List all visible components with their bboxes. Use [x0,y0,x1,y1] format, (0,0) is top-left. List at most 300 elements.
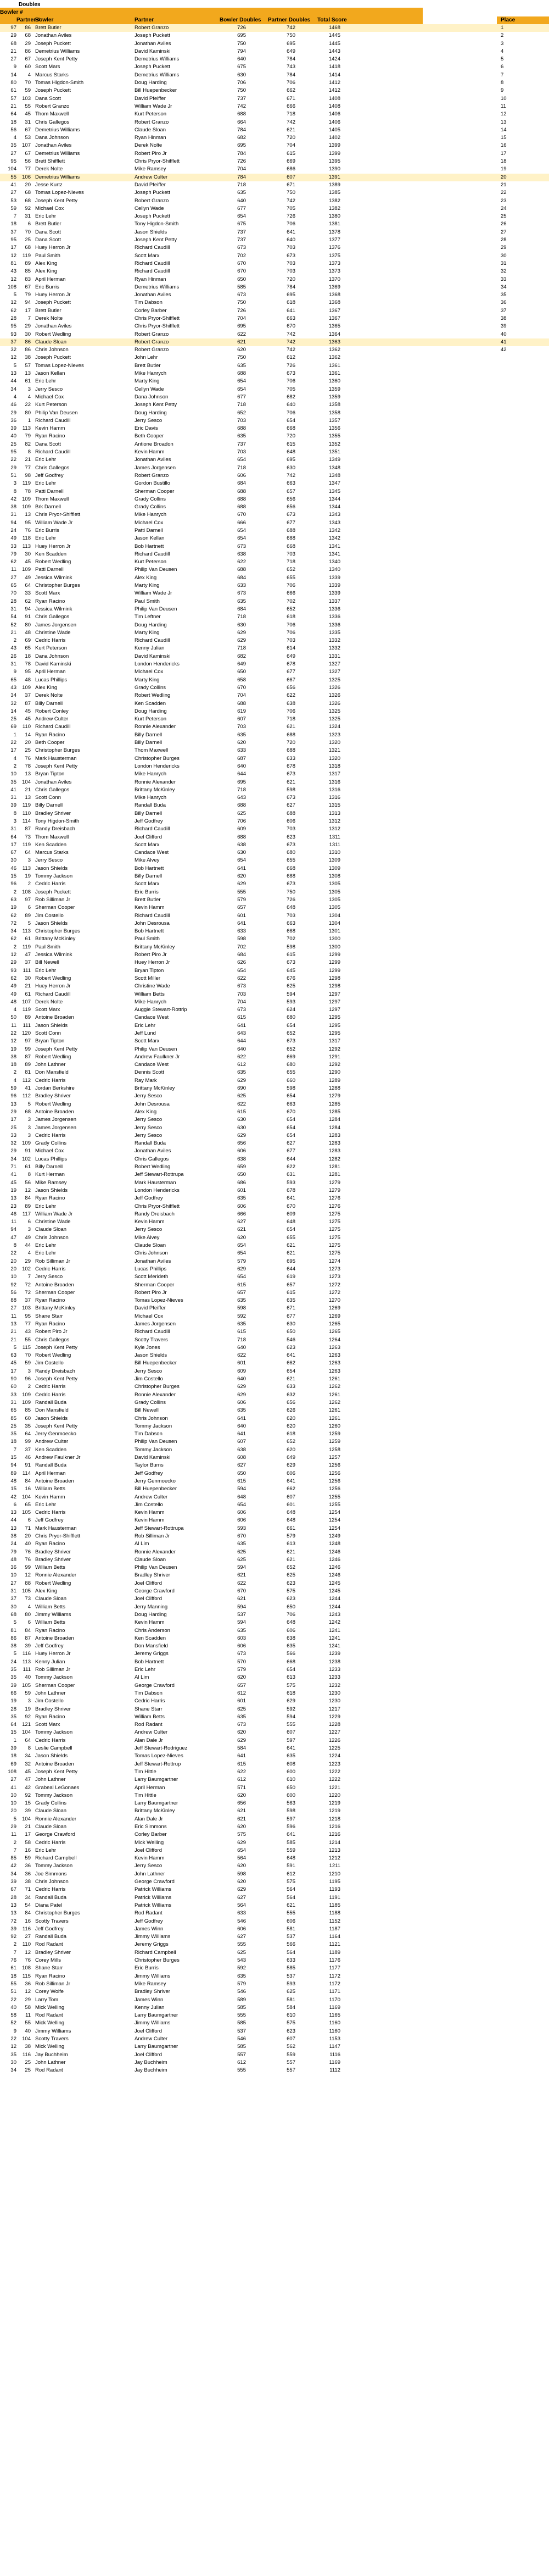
bowler-name-cell: Chris Johnson [35,347,69,353]
bowler-doubles-cell: 575 [237,1831,246,1838]
table-row [0,1509,549,1517]
total-score-cell: 1325 [328,676,340,683]
total-score-cell: 1265 [328,1320,340,1327]
bowler-number-cell: 25 [10,716,16,723]
partner-doubles-cell: 673 [287,841,295,848]
bowler-doubles-cell: 635 [237,433,246,440]
bowler-doubles-cell: 670 [237,512,246,518]
partner-number-cell: 99 [25,1046,31,1052]
bowler-doubles-cell: 640 [237,56,246,63]
total-score-cell: 1210 [328,1870,340,1877]
partner-name-cell: Randall Buda [135,1140,166,1147]
bowler-number-cell: 2 [13,889,16,895]
total-score-cell: 1297 [328,998,340,1005]
place-cell: 42 [501,347,507,353]
partner-doubles-cell: 598 [287,1808,295,1814]
bowler-doubles-cell: 635 [237,362,246,369]
table-row [0,873,549,880]
total-score-cell: 1305 [328,896,340,903]
total-score-cell: 1283 [328,1132,340,1139]
bowler-name-cell: Rob Silliman Jr [35,896,70,903]
bowler-doubles-cell: 635 [237,1407,246,1414]
partner-number-cell: 110 [22,1941,31,1948]
partner-name-cell: Doug Harding [135,409,167,416]
bowler-name-cell: Ryan Racino [35,1713,65,1720]
partner-number-cell: 70 [25,1352,31,1359]
partner-doubles-cell: 564 [287,1894,295,1901]
bowler-number-cell: 31 [10,1399,16,1406]
bowler-doubles-cell: 654 [237,378,246,385]
partner-number-cell: 116 [22,1925,31,1932]
partner-name-cell: Tim Leftner [135,614,161,620]
partner-doubles-cell: 566 [287,1941,295,1948]
table-row [0,346,549,354]
total-score-cell: 1402 [328,135,340,141]
partner-number-cell: 30 [25,331,31,337]
partner-name-cell: Jeff Stewart-Rottrup [135,1761,181,1767]
partner-name-cell: Candace West [135,1014,169,1021]
bowler-doubles-cell: 704 [237,315,246,321]
partner-number-cell: 83 [25,276,31,282]
bowler-number-cell: 27 [10,1776,16,1783]
table-row [0,1533,549,1540]
partner-name-cell: Jonathan Aviles [135,1148,171,1154]
bowler-number-cell: 21 [10,1336,16,1343]
partner-number-cell: 27 [25,1934,31,1940]
partner-name-cell: Robert Piro Jr [135,952,167,958]
partner-doubles-cell: 585 [287,1839,295,1846]
partner-number-cell: 108 [22,1965,31,1972]
total-score-cell: 1332 [328,645,340,652]
total-score-cell: 1412 [328,80,340,86]
partner-name-cell: David Pfeiffer [135,95,166,102]
bowler-doubles-cell: 606 [237,472,246,479]
total-score-cell: 1211 [329,1863,340,1869]
bowler-number-cell: 96 [10,881,16,887]
partner-doubles-cell: 742 [287,347,295,353]
partner-name-cell: Corley Barber [135,1831,167,1838]
partner-number-cell: 107 [22,142,31,149]
table-row [0,1069,549,1076]
bowler-number-cell: 37 [10,338,16,345]
total-score-header: Total Score [317,17,347,23]
table-row [0,1391,549,1399]
partner-number-cell: 76 [25,528,31,534]
total-score-cell: 1185 [329,1902,340,1908]
partner-name-cell: Andrew Culter [135,2036,168,2042]
total-score-cell: 1299 [328,952,340,958]
partner-name-cell: Richard Campbell [135,1949,176,1956]
total-score-cell: 1381 [328,221,340,227]
table-row [0,1061,549,1069]
partner-name-cell: Joseph Puckett [135,32,170,39]
partner-name-cell: John Desrousa [135,1101,170,1107]
bowler-number-cell: 68 [10,40,16,47]
bowler-number-cell: 37 [10,1596,16,1602]
partner-number-cell: 58 [25,2004,31,2011]
total-score-cell: 1261 [328,1407,340,1414]
bowler-name-cell: George Crawford [35,1831,75,1838]
partner-doubles-cell: 673 [287,771,295,778]
table-row [0,1548,549,1556]
bowler-name-cell: Eric Lehr [35,1242,57,1249]
total-score-cell: 1367 [328,315,340,321]
partner-number-cell: 70 [25,80,31,86]
bowler-name-cell: Cedric Harris [35,637,66,644]
table-row [0,95,549,103]
partner-number-cell: 97 [25,896,31,903]
partner-doubles-cell: 600 [287,1768,295,1775]
partner-number-cell: 91 [25,1462,31,1469]
bowler-doubles-cell: 648 [237,1494,246,1500]
bowler-number-cell: 30 [10,2059,16,2066]
partner-doubles-cell: 621 [287,126,295,133]
partner-name-cell: Jim Costello [135,1501,163,1508]
bowler-number-cell: 76 [10,1957,16,1964]
partner-number-cell: 103 [22,95,31,102]
table-row [0,40,549,48]
partner-doubles-cell: 591 [287,1863,295,1869]
partner-number-cell: 29 [25,40,31,47]
bowler-doubles-cell: 621 [237,1816,246,1822]
partner-number-cell: 25 [25,2059,31,2066]
partner-name-cell: Jeff Godfrey [135,818,163,824]
bowler-doubles-cell: 615 [237,1329,246,1335]
bowler-doubles-cell: 641 [237,1415,246,1422]
bowler-name-cell: Kurt Peterson [35,645,68,652]
partner-doubles-cell: 652 [287,1030,295,1036]
table-row [0,1650,549,1658]
table-row [0,747,549,754]
partner-name-cell: Philip Van Deusen [135,567,177,573]
table-row [0,1949,549,1957]
bowler-name-cell: Chris Gallegos [35,464,70,471]
table-row [0,1053,549,1061]
bowler-number-cell: 38 [10,1533,16,1539]
bowler-number-cell: 35 [10,1431,16,1437]
bowler-name-cell: Marcus Starks [35,71,69,78]
partner-name-cell: Jerry Manning [135,1603,168,1610]
partner-name-cell: Rob Silliman Jr [135,1533,170,1539]
partner-name-cell: Joseph Kent Petty [135,402,177,408]
partner-name-cell: Huey Herron Jr [135,959,170,966]
bowler-doubles-cell: 654 [237,213,246,220]
partner-number-cell: 61 [25,378,31,385]
partner-number-cell: 84 [25,1478,31,1484]
total-score-cell: 1356 [328,425,340,432]
bowler-doubles-cell: 633 [237,928,246,935]
bowler-name-cell: Derek Nolte [35,998,63,1005]
total-score-cell: 1112 [329,2067,340,2074]
partner-number-cell: 86 [25,347,31,353]
bowler-doubles-cell: 537 [237,2028,246,2034]
partner-number-cell: 3 [27,1698,31,1705]
partner-name-cell: Scott Marx [135,252,160,259]
bowler-number-cell: 94 [10,519,16,526]
bowler-number-cell: 64 [10,111,16,118]
partner-doubles-cell: 649 [287,653,295,659]
total-score-cell: 1412 [328,87,340,94]
bowler-number-cell: 35 [10,142,16,149]
table-row [0,1918,549,1925]
table-row [0,786,549,794]
table-row [0,1595,549,1603]
total-score-cell: 1169 [329,2059,340,2066]
bowler-doubles-cell: 654 [237,1847,246,1853]
place-cell: 19 [501,166,507,173]
partner-number-cell: 106 [22,174,31,180]
table-row [0,613,549,621]
partner-number-cell: 107 [22,998,31,1005]
bowler-number-cell: 45 [10,1179,16,1186]
partner-doubles-cell: 667 [287,676,295,683]
partner-doubles-cell: 655 [287,857,295,864]
partner-number-cell: 13 [25,771,31,778]
bowler-name-cell: Lucas Phillips [35,1156,68,1162]
total-score-cell: 1169 [329,2004,340,2011]
partner-number-cell: 54 [25,1902,31,1908]
partner-doubles-cell: 601 [287,1501,295,1508]
bowler-number-cell: 11 [11,567,16,573]
partner-number-cell: 16 [25,1918,31,1924]
total-score-cell: 1295 [328,1022,340,1029]
bowler-doubles-cell: 688 [237,370,246,377]
partner-doubles-cell: 668 [287,425,295,432]
table-row [0,825,549,833]
bowler-doubles-cell: 737 [237,237,246,243]
table-row [0,1761,549,1768]
table-row [0,181,549,189]
bowler-doubles-cell: 641 [237,1022,246,1029]
partner-doubles-cell: 662 [287,87,295,94]
bowler-name-cell: Christine Wade [35,629,71,636]
bowler-name-cell: David Kaminski [35,661,71,668]
bowler-number-cell: 2 [13,763,16,769]
partner-number-cell: 19 [25,873,31,880]
bowler-name-cell: Rod Radant [35,2012,63,2019]
bowler-name-cell: Eric Lehr [35,1501,57,1508]
table-row [0,1768,549,1776]
partner-doubles-cell: 726 [287,213,295,220]
bowler-doubles-cell: 609 [237,1368,246,1374]
table-row [0,142,549,149]
bowler-number-cell: 10 [10,771,16,778]
bowler-number-cell: 39 [10,425,16,432]
bowler-number-cell: 38 [10,504,16,510]
bowler-doubles-cell: 606 [237,1643,246,1650]
bowler-doubles-cell: 737 [237,441,246,447]
bowler-name-cell: Mark Hausterman [35,1525,77,1531]
partner-number-cell: 113 [22,1658,31,1665]
partner-doubles-cell: 668 [287,865,295,871]
partner-doubles-cell: 546 [287,1336,295,1343]
bowler-name-cell: Rod Radant [35,1941,63,1948]
bowler-name-cell: Brett Shifflett [35,158,65,165]
partner-number-cell: 88 [25,1580,31,1586]
partner-name-cell: Brittany McKinley [135,1085,175,1092]
bowler-name-cell: Randy Dreisbach [35,1368,75,1374]
table-row [0,1273,549,1281]
bowler-number-cell: 35 [10,1667,16,1673]
bowler-name-cell: Tommy Jackson [35,1674,73,1681]
bowler-name-cell: Bill Newell [35,959,59,966]
table-row [0,779,549,786]
partner-number-cell: 40 [25,2028,31,2034]
bowler-number-cell: 89 [10,1470,16,1476]
bowler-name-cell: Robert Conley [35,708,69,714]
table-row [0,763,549,770]
partner-doubles-cell: 673 [287,959,295,966]
partner-number-cell: 3 [27,857,31,864]
bowler-doubles-cell: 718 [237,402,246,408]
partner-doubles-cell: 703 [287,268,295,275]
bowler-doubles-cell: 718 [237,181,246,188]
table-row [0,503,549,511]
bowler-doubles-cell: 677 [237,393,246,400]
bowler-doubles-cell: 579 [237,1980,246,1987]
partner-number-cell: 73 [25,1596,31,1602]
bowler-number-cell: 24 [10,528,16,534]
total-score-cell: 1261 [328,1376,340,1383]
bowler-name-cell: Jonathan Aviles [35,32,72,39]
bowler-doubles-cell: 737 [237,229,246,235]
bowler-number-cell: 12 [10,299,16,306]
partner-name-cell: Mike Ramsey [135,1980,166,1987]
bowler-doubles-cell: 606 [237,1399,246,1406]
partner-number-cell: 37 [25,1297,31,1304]
partner-doubles-cell: 695 [287,457,295,463]
partner-name-cell: Brett Butler [135,896,161,903]
partner-number-cell: 86 [25,338,31,345]
partner-number-cell: 12 [25,1949,31,1956]
bowler-number-cell: 22 [10,2036,16,2042]
table-row [0,1297,549,1304]
bowler-number-cell: 5 [13,1619,16,1626]
total-score-cell: 1275 [328,1226,340,1233]
place-cell: 3 [501,40,504,47]
bowler-number-cell: 19 [10,904,16,911]
total-score-cell: 1363 [328,338,340,345]
partner-name-cell: Ronnie Alexander [135,1548,176,1555]
bowler-doubles-cell: 703 [237,417,246,424]
table-row [0,582,549,590]
bowler-name-cell: Kevin Hamm [35,425,65,432]
bowler-name-cell: Claude Sloan [35,338,67,345]
table-row [0,1706,549,1713]
bowler-name-cell: Chris Johnson [35,1879,69,1885]
bowler-name-cell: Mick Welling [35,2004,65,2011]
bowler-number-cell: 12 [10,2044,16,2050]
total-score-cell: 1238 [328,1658,340,1665]
bowler-doubles-cell: 659 [237,1164,246,1170]
partner-name-cell: Derek Nolte [135,142,163,149]
total-score-cell: 1284 [328,1124,340,1131]
bowler-number-cell: 35 [10,2051,16,2058]
partner-doubles-cell: 631 [287,1172,295,1178]
bowler-doubles-cell: 601 [237,912,246,919]
bowler-name-cell: Robert Wedling [35,1580,71,1586]
bowler-number-cell: 43 [10,268,16,275]
partner-name-cell: Paul Smith [135,936,160,942]
bowler-name-cell: Robert Wedling [35,975,71,981]
total-score-cell: 1352 [328,441,340,447]
partner-doubles-cell: 742 [287,197,295,204]
partner-name-cell: Jeff Stewart-Rottrupa [135,1525,184,1531]
total-score-cell: 1195 [329,1879,340,1885]
table-row [0,912,549,920]
partner-number-cell: 109 [22,496,31,502]
partner-number-cell: 12 [25,1572,31,1579]
total-score-cell: 1246 [328,1564,340,1571]
bowler-doubles-cell: 695 [237,32,246,39]
total-score-cell: 1243 [328,1611,340,1618]
partner-name-cell: Jonathan Aviles [135,1258,171,1264]
total-score-cell: 1241 [328,1643,340,1650]
partner-number-cell: 46 [25,1454,31,1461]
partner-name-cell: Demetrius Williams [135,56,180,63]
bowler-doubles-cell: 606 [237,1203,246,1209]
table-row [0,1658,549,1666]
total-score-cell: 1224 [328,1753,340,1759]
bowler-number-cell: 45 [10,1360,16,1367]
partner-number-cell: 13 [25,370,31,377]
bowler-doubles-cell: 654 [237,528,246,534]
table-row [0,1179,549,1187]
bowler-name-cell: Leslie Campbell [35,1745,72,1752]
bowler-name-cell: Alex King [35,1588,58,1595]
bowler-number-cell: 72 [10,920,16,926]
table-row [0,629,549,637]
table-row [0,1101,549,1108]
table-row [0,1525,549,1533]
partner-name-cell: Robert Granzo [135,119,169,125]
partner-name-cell: Rod Radant [135,1910,163,1917]
partner-number-cell: 89 [25,1014,31,1021]
bowler-number-cell: 53 [10,197,16,204]
bowler-name-cell: Patti Darnell [35,567,64,573]
partner-doubles-cell: 703 [287,260,295,267]
table-row [0,158,549,165]
bowler-name-cell: Randall Buda [35,1894,67,1901]
bowler-doubles-cell: 625 [237,1548,246,1555]
partner-name-cell: Larry Baumgartner [135,1776,178,1783]
table-row [0,810,549,818]
partner-doubles-cell: 742 [287,472,295,479]
partner-number-cell: 17 [25,307,31,314]
bowler-doubles-cell: 654 [237,535,246,542]
bowler-name-cell: Jonathan Aviles [35,323,72,330]
bowler-doubles-cell: 718 [237,464,246,471]
bowler-name-cell: Jessica Wilmink [35,606,72,612]
partner-doubles-cell: 607 [287,174,295,180]
bowler-doubles-cell: 684 [237,480,246,487]
total-score-cell: 1230 [328,1690,340,1696]
table-row [0,959,549,967]
partner-number-cell: 53 [25,135,31,141]
bowler-number-cell: 39 [10,1925,16,1932]
bowler-number-cell: 88 [10,1297,16,1304]
table-row [0,708,549,715]
partner-name-cell: Antione Broadon [135,441,173,447]
bowler-number-cell: 3 [13,480,16,487]
table-row [0,174,549,181]
partner-doubles-cell: 668 [287,543,295,549]
bowler-name-cell: Tommy Jackson [35,1792,73,1798]
table-row [0,889,549,896]
place-cell: 1 [501,25,504,31]
bowler-name-cell: Jonathan Aviles [35,779,72,785]
table-row [0,126,549,134]
